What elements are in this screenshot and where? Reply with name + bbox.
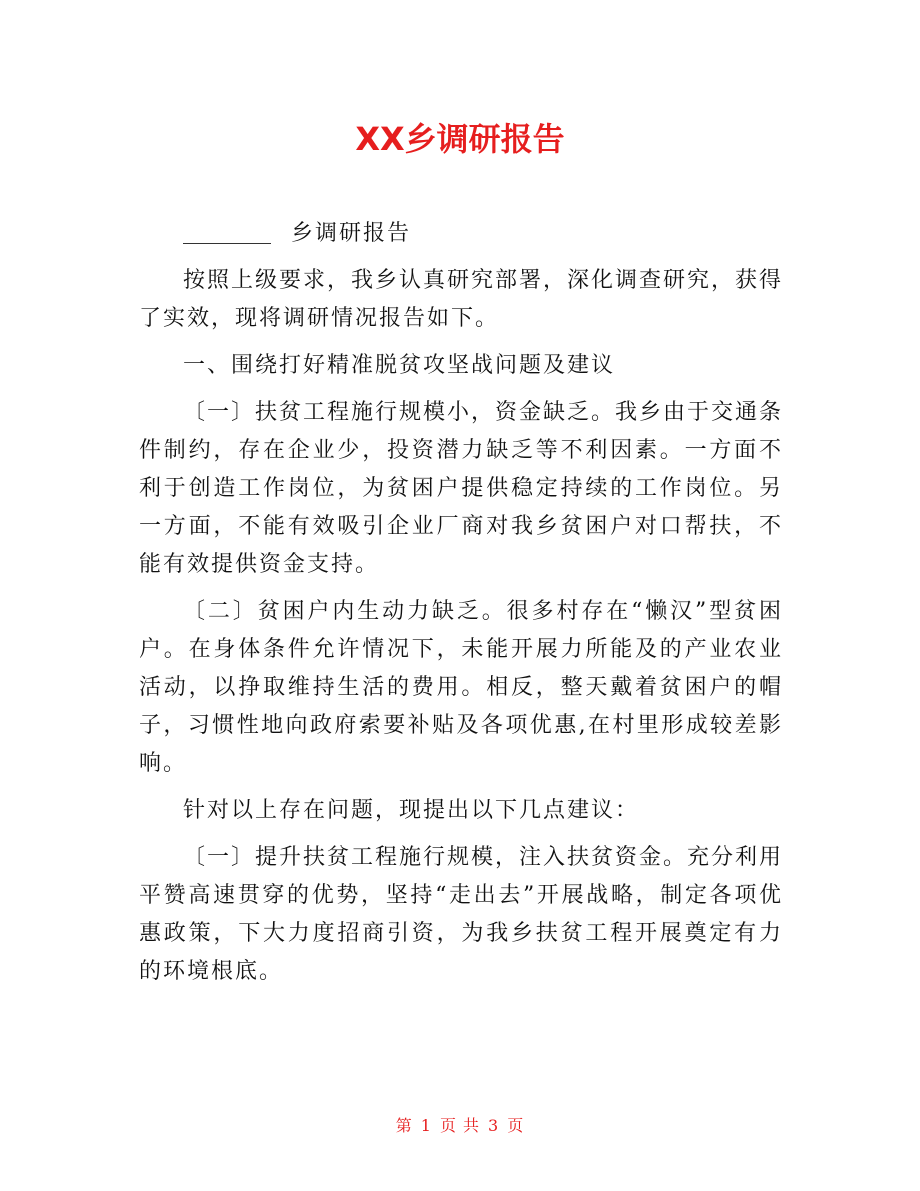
paragraph-problem-2: 〔二〕贫困户内生动力缺乏。很多村存在“懒汉”型贫困户。在身体条件允许情况下，未能开展力所能及的产业农业活动，以挣取维持生活的费用。相反，整天戴着贫困户的帽子，习惯性地向政府索要补贴及各项优惠,在村里形成较差影响。 [139,599,783,776]
page-footer [0,1113,920,1136]
paragraph-intro: 按照上级要求，我乡认真研究部署，深化调查研究，获得了实效，现将调研情况报告如下。 [139,268,784,331]
subtitle-text: 乡调研报告 [291,221,412,246]
paragraph-suggestion-1: 〔一〕提升扶贫工程施行规模，注入扶贫资金。充分利用平赞高速贯穿的优势，坚持“走出去”开展战略，制定各项优惠政策，下大力度招商引资，为我乡扶贫工程开展奠定有力的环境根底。 [139,845,784,984]
footer-label-of: 页 共 [439,1116,481,1135]
footer-total-pages: 3 [488,1116,500,1135]
paragraph-problem-1: 〔一〕扶贫工程施行规模小，资金缺乏。我乡由于交通条件制约，存在企业少，投资潜力缺乏等不利因素。一方面不利于创造工作岗位，为贫困户提供稳定持续的工作岗位。另一方面，不能有效吸引企业厂商对我乡贫困户对口帮扶，不能有效提供资金支持。 [139,400,784,577]
footer-label-page: 第 [395,1116,413,1135]
footer-label-end: 页 [507,1116,525,1135]
section-heading: 一、围绕打好精准脱贫攻坚战问题及建议 [183,353,616,378]
document-body [139,215,783,1000]
document-title: XX乡调研报告 [355,120,565,158]
document-subtitle [139,215,783,253]
blank-underline [183,221,271,244]
footer-current-page: 1 [420,1116,432,1135]
paragraph-suggestions-intro: 针对以上存在问题，现提出以下几点建议： [183,798,640,823]
